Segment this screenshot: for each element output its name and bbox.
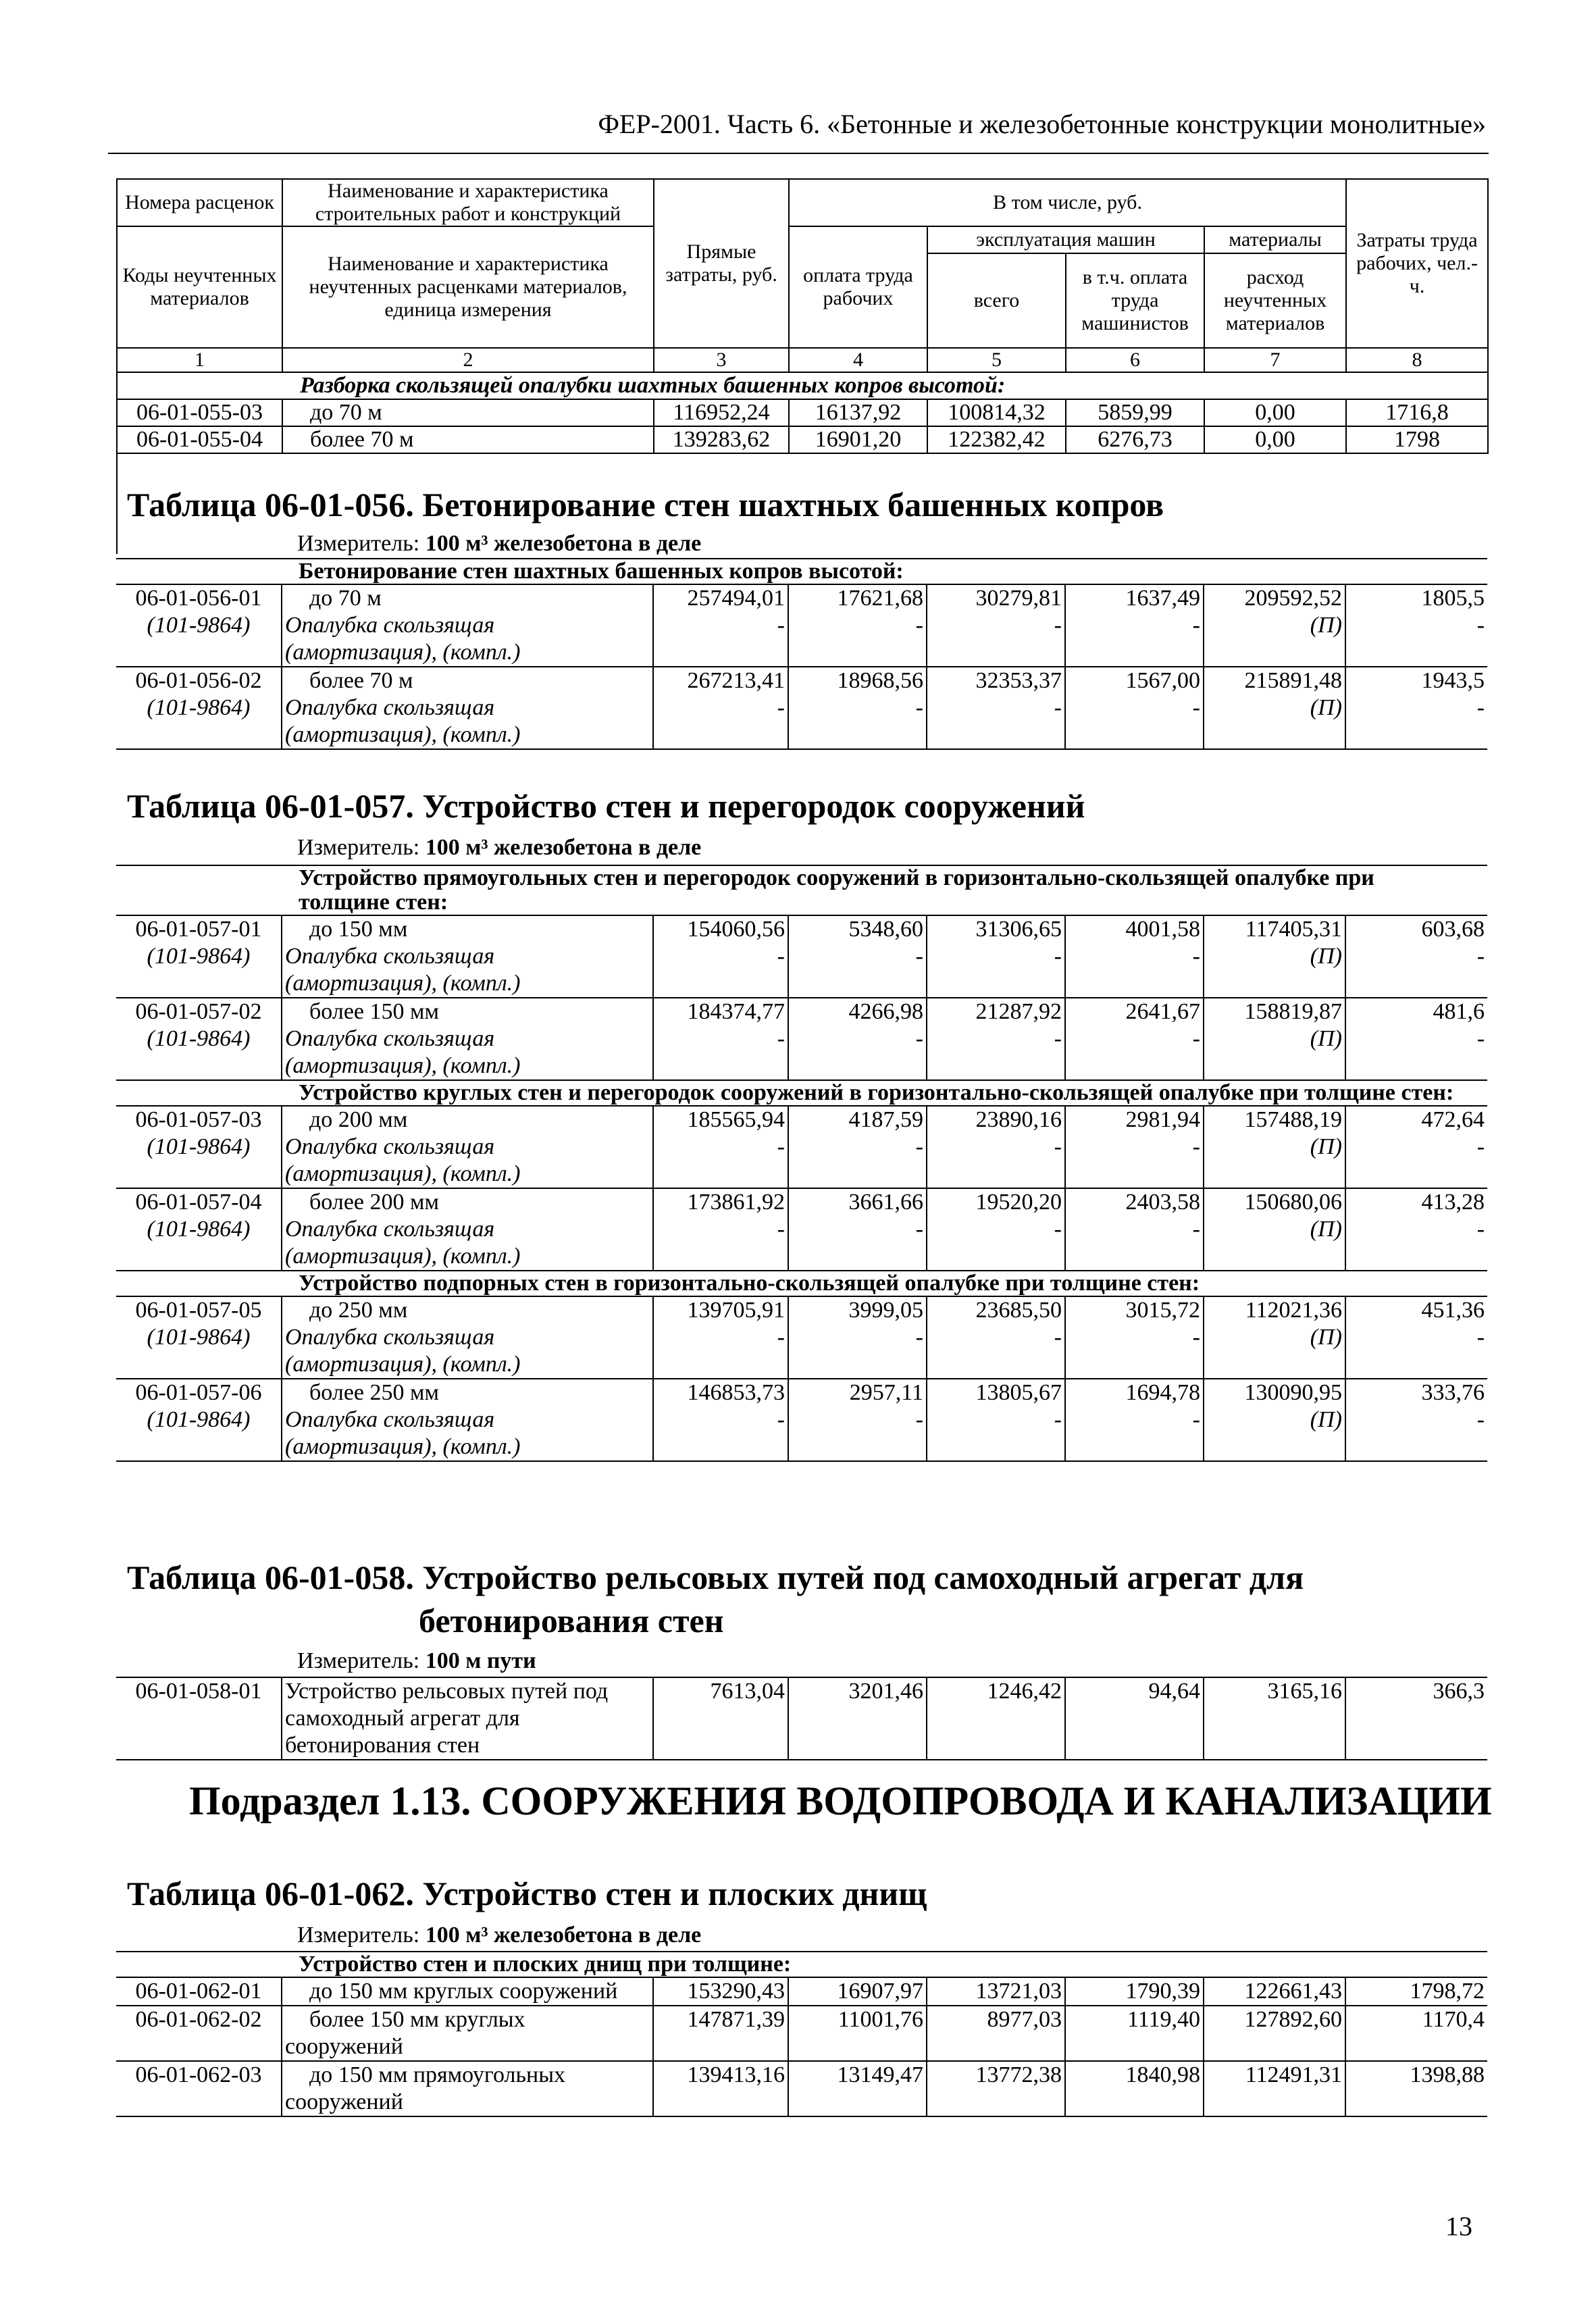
work-name: до 70 м — [282, 584, 653, 612]
page-header: ФЕР-2001. Часть 6. «Бетонные и железобетонные конструкции монолитные» — [598, 109, 1486, 139]
dash: - — [1065, 1324, 1204, 1379]
dash: - — [788, 694, 927, 749]
labor-wage: 16137,92 — [789, 399, 927, 426]
dash: - — [927, 943, 1065, 998]
t057-subheading-1: Устройство прямоугольных стен и перегородок сооружений в горизонтально-скользящей опалубке при толщине стен: — [116, 865, 1487, 915]
labor-wage: 5348,60 — [788, 915, 927, 943]
machine-total: 19520,20 — [927, 1188, 1065, 1216]
table-row — [116, 998, 1487, 1025]
materials-header: материалы — [1204, 226, 1346, 253]
rate-code: 06-01-062-02 — [116, 2006, 282, 2061]
material-code: (101-9864) — [116, 1134, 282, 1188]
material-consumption: (П) — [1204, 1134, 1345, 1188]
t057-table — [116, 865, 1487, 1462]
machine-total: 32353,37 — [927, 667, 1065, 694]
machinist-wage: 2641,67 — [1065, 998, 1204, 1025]
direct-cost: 154060,56 — [653, 915, 788, 943]
work-name: Устройство рельсовых путей под самоходный агрегат для бетонирования стен — [282, 1677, 653, 1760]
dash: - — [1345, 694, 1487, 749]
direct-cost: 139413,16 — [653, 2061, 788, 2116]
rate-code: 06-01-056-02 — [116, 667, 282, 694]
col-number: 1 — [117, 348, 282, 372]
dash: - — [1065, 694, 1204, 749]
material-consumption: (П) — [1204, 1324, 1345, 1379]
dash: - — [1476, 613, 1485, 638]
labor-wage: 3201,46 — [788, 1677, 927, 1760]
col1-header-bottom: Коды неучтенных материалов — [117, 226, 282, 348]
labor-hours: 1170,4 — [1345, 2006, 1487, 2061]
work-name: до 150 мм прямоугольных сооружений — [282, 2061, 653, 2116]
materials-cost: 0,00 — [1204, 399, 1346, 426]
labor-wage: 17621,68 — [788, 584, 927, 612]
machine-total: 23685,50 — [927, 1296, 1065, 1324]
material-row — [116, 1134, 1487, 1188]
col5-header: всего — [927, 253, 1066, 348]
direct-cost: 257494,01 — [653, 584, 788, 612]
machinist-wage: 5859,99 — [1066, 399, 1204, 426]
direct-cost: 139705,91 — [653, 1296, 788, 1324]
material-consumption: (П) — [1204, 612, 1345, 667]
materials-cost: 130090,95 — [1204, 1379, 1345, 1406]
labor-hours: 413,28 — [1345, 1188, 1487, 1216]
labor-hours: 1716,8 — [1346, 399, 1488, 426]
material-name: Опалубка скользящая (амортизация), (компл.) — [282, 1216, 653, 1271]
material-consumption: (П) — [1204, 1406, 1345, 1461]
meter-value: 100 м³ железобетона в деле — [425, 531, 702, 556]
col6-header: в т.ч. оплата труда машинистов — [1066, 253, 1204, 348]
materials-cost: 122661,43 — [1204, 1977, 1345, 2006]
machine-total: 23890,16 — [927, 1106, 1065, 1134]
dash: - — [653, 943, 788, 998]
table-row — [116, 584, 1487, 612]
col8-header: Затраты труда рабочих, чел.-ч. — [1346, 179, 1488, 348]
table-row — [116, 2061, 1487, 2116]
col7-header: расход неучтенных материалов — [1204, 253, 1346, 348]
rate-code: 06-01-057-05 — [116, 1296, 282, 1324]
labor-hours: 603,68 — [1421, 917, 1485, 942]
labor-hours: 333,76 — [1345, 1379, 1487, 1406]
machinist-wage: 1567,00 — [1065, 667, 1204, 694]
machine-total: 13805,67 — [927, 1379, 1065, 1406]
material-code: (101-9864) — [116, 1324, 282, 1379]
material-name: Опалубка скользящая (амортизация), (компл.) — [282, 943, 653, 998]
table-row — [116, 1977, 1487, 2006]
t058-table — [116, 1677, 1487, 1760]
table-row — [116, 2006, 1487, 2061]
material-name: Опалубка скользящая (амортизация), (компл.) — [282, 612, 653, 667]
labor-hours: 1798 — [1346, 426, 1488, 453]
dash: - — [1065, 1134, 1204, 1188]
t062-table — [116, 1951, 1487, 2117]
materials-cost: 158819,87 — [1204, 998, 1345, 1025]
materials-cost: 127892,60 — [1204, 2006, 1345, 2061]
machine-total: 8977,03 — [927, 2006, 1065, 2061]
material-row — [116, 1025, 1487, 1080]
material-row — [116, 943, 1487, 998]
dash: - — [1476, 944, 1485, 969]
materials-cost: 112021,36 — [1204, 1296, 1345, 1324]
col-number: 5 — [927, 348, 1066, 372]
labor-wage: 2957,11 — [788, 1379, 927, 1406]
dash: - — [653, 1406, 788, 1461]
dash: - — [653, 1324, 788, 1379]
dash: - — [927, 1025, 1065, 1080]
labor-wage: 3661,66 — [788, 1188, 927, 1216]
col-number: 4 — [789, 348, 927, 372]
machinist-wage: 2403,58 — [1065, 1188, 1204, 1216]
rate-code: 06-01-062-01 — [116, 1977, 282, 2006]
margin-rule — [116, 446, 118, 554]
t057-subheading-2: Устройство круглых стен и перегородок сооружений в горизонтально-скользящей опалубке при толщине стен: — [116, 1080, 1487, 1106]
exploit-header: эксплуатация машин — [927, 226, 1204, 253]
labor-wage: 16901,20 — [789, 426, 927, 453]
col4-header: оплата труда рабочих — [789, 226, 927, 348]
dash: - — [1065, 1216, 1204, 1271]
t062-meter — [297, 1923, 701, 1948]
machinist-wage: 94,64 — [1065, 1677, 1204, 1760]
labor-hours: 472,64 — [1421, 1107, 1485, 1132]
labor-hours: 1943,5 — [1345, 667, 1487, 694]
machine-total: 30279,81 — [927, 584, 1065, 612]
meter-value: 100 м³ железобетона в деле — [425, 1923, 702, 1948]
dash: - — [1476, 1325, 1485, 1350]
machine-total: 13772,38 — [927, 2061, 1065, 2116]
section-title: Подраздел 1.13. СООРУЖЕНИЯ ВОДОПРОВОДА И КАНАЛИЗАЦИИ — [189, 1779, 1492, 1823]
material-name: Опалубка скользящая (амортизация), (компл.) — [282, 1324, 653, 1379]
labor-hours: 1798,72 — [1345, 1977, 1487, 2006]
col2-header-bottom: Наименование и характеристика неучтенных расценками материалов, единица измерения — [282, 226, 654, 348]
direct-cost: 153290,43 — [653, 1977, 788, 2006]
dash: - — [1476, 1134, 1485, 1159]
materials-cost: 112491,31 — [1204, 2061, 1345, 2116]
machinist-wage: 1637,49 — [1065, 584, 1204, 612]
dash: - — [653, 1025, 788, 1080]
material-consumption: (П) — [1204, 1025, 1345, 1080]
material-row — [116, 612, 1487, 667]
meter-value: 100 м³ железобетона в деле — [425, 835, 702, 860]
direct-cost: 116952,24 — [654, 399, 789, 426]
rate-code: 06-01-055-04 — [117, 426, 282, 453]
work-name: более 150 мм круглых сооружений — [282, 2006, 653, 2061]
labor-wage: 18968,56 — [788, 667, 927, 694]
material-code: (101-9864) — [116, 694, 282, 749]
material-name: Опалубка скользящая (амортизация), (компл.) — [282, 1025, 653, 1080]
rate-code: 06-01-057-01 — [116, 915, 282, 943]
machinist-wage: 2981,94 — [1065, 1106, 1204, 1134]
material-row — [116, 1216, 1487, 1271]
direct-cost: 139283,62 — [654, 426, 789, 453]
direct-cost: 184374,77 — [653, 998, 788, 1025]
material-code: (101-9864) — [116, 943, 282, 998]
material-code: (101-9864) — [116, 1025, 282, 1080]
dash: - — [927, 694, 1065, 749]
material-row — [116, 694, 1487, 749]
header-rule — [108, 153, 1489, 154]
table-row — [116, 667, 1487, 694]
t058-title-cont: бетонирования стен — [419, 1602, 724, 1640]
material-row — [116, 1324, 1487, 1379]
dash: - — [653, 694, 788, 749]
meter-label: Измеритель: — [297, 1648, 420, 1673]
col3-header: Прямые затраты, руб. — [654, 179, 789, 348]
rate-code: 06-01-062-03 — [116, 2061, 282, 2116]
machine-total: 13721,03 — [927, 1977, 1065, 2006]
materials-cost: 215891,48 — [1204, 667, 1345, 694]
materials-cost: 157488,19 — [1204, 1106, 1345, 1134]
rate-code: 06-01-056-01 — [116, 584, 282, 612]
t057-title: Таблица 06-01-057. Устройство стен и перегородок сооружений — [127, 787, 1085, 825]
material-name: Опалубка скользящая (амортизация), (компл.) — [282, 694, 653, 749]
t057-meter — [297, 835, 701, 861]
table-row — [116, 1296, 1487, 1324]
t058-meter — [297, 1648, 536, 1674]
rate-code: 06-01-057-02 — [116, 998, 282, 1025]
table-row — [116, 1379, 1487, 1406]
machine-total: 122382,42 — [927, 426, 1066, 453]
meter-value: 100 м пути — [425, 1648, 536, 1673]
table-row — [117, 399, 1488, 426]
dash: - — [927, 1406, 1065, 1461]
labor-hours: 481,6 — [1345, 998, 1487, 1025]
table-row — [116, 1188, 1487, 1216]
machine-total: 21287,92 — [927, 998, 1065, 1025]
dash: - — [653, 1134, 788, 1188]
machinist-wage: 1694,78 — [1065, 1379, 1204, 1406]
work-name: до 250 мм — [282, 1296, 653, 1324]
labor-hours: 1805,5 — [1421, 586, 1485, 611]
col-number: 7 — [1204, 348, 1346, 372]
labor-wage: 3999,05 — [788, 1296, 927, 1324]
material-consumption: (П) — [1204, 943, 1345, 998]
material-consumption: (П) — [1204, 694, 1345, 749]
table-row — [117, 426, 1488, 453]
work-name: до 150 мм круглых сооружений — [282, 1977, 653, 2006]
table-row — [116, 915, 1487, 943]
col-number: 6 — [1066, 348, 1204, 372]
labor-wage: 11001,76 — [788, 2006, 927, 2061]
work-name: до 70 м — [282, 399, 654, 426]
dash: - — [1065, 1406, 1204, 1461]
machinist-wage: 1790,39 — [1065, 1977, 1204, 2006]
material-name: Опалубка скользящая (амортизация), (компл.) — [282, 1134, 653, 1188]
dash: - — [1065, 1025, 1204, 1080]
work-name: более 250 мм — [282, 1379, 653, 1406]
dash: - — [788, 943, 927, 998]
rate-code: 06-01-058-01 — [116, 1677, 282, 1760]
materials-cost: 3165,16 — [1204, 1677, 1345, 1760]
dash: - — [1476, 1217, 1485, 1242]
machinist-wage: 1119,40 — [1065, 2006, 1204, 2061]
material-code: (101-9864) — [116, 1406, 282, 1461]
t056-meter — [297, 531, 701, 557]
labor-wage: 4266,98 — [788, 998, 927, 1025]
dash: - — [927, 1216, 1065, 1271]
direct-cost: 7613,04 — [653, 1677, 788, 1760]
machinist-wage: 6276,73 — [1066, 426, 1204, 453]
rate-code: 06-01-055-03 — [117, 399, 282, 426]
materials-cost: 0,00 — [1204, 426, 1346, 453]
t062-title: Таблица 06-01-062. Устройство стен и плоских днищ — [127, 1875, 927, 1912]
labor-wage: 13149,47 — [788, 2061, 927, 2116]
dash: - — [653, 612, 788, 667]
direct-cost: 146853,73 — [653, 1379, 788, 1406]
material-code: (101-9864) — [116, 612, 282, 667]
table-row — [116, 1106, 1487, 1134]
t056-table — [116, 558, 1487, 750]
materials-cost: 209592,52 — [1204, 584, 1345, 612]
labor-wage: 4187,59 — [788, 1106, 927, 1134]
labor-wage: 16907,97 — [788, 1977, 927, 2006]
work-name: до 200 мм — [282, 1106, 653, 1134]
dash: - — [653, 1216, 788, 1271]
work-name: более 70 м — [282, 426, 654, 453]
group-header: В том числе, руб. — [789, 179, 1346, 226]
work-name: более 200 мм — [282, 1188, 653, 1216]
dash: - — [1065, 612, 1204, 667]
dash: - — [1476, 1026, 1485, 1051]
dash: - — [788, 1025, 927, 1080]
col-number: 8 — [1346, 348, 1488, 372]
direct-cost: 267213,41 — [653, 667, 788, 694]
machine-total: 100814,32 — [927, 399, 1066, 426]
rate-code: 06-01-057-03 — [116, 1106, 282, 1134]
t058-title: Таблица 06-01-058. Устройство рельсовых путей под самоходный агрегат для — [127, 1558, 1304, 1596]
machinist-wage: 4001,58 — [1065, 915, 1204, 943]
work-name: более 150 мм — [282, 998, 653, 1025]
col1-header-top: Номера расценок — [117, 179, 282, 226]
dash: - — [788, 612, 927, 667]
dash: - — [927, 1134, 1065, 1188]
material-row — [116, 1406, 1487, 1461]
t056-subheading: Бетонирование стен шахтных башенных копров высотой: — [116, 559, 1487, 584]
materials-cost: 117405,31 — [1204, 915, 1345, 943]
labor-hours: 366,3 — [1345, 1677, 1487, 1760]
col2-header-top: Наименование и характеристика строительных работ и конструкций — [282, 179, 654, 226]
direct-cost: 185565,94 — [653, 1106, 788, 1134]
machinist-wage: 1840,98 — [1065, 2061, 1204, 2116]
t057-subheading-3: Устройство подпорных стен в горизонтально-скользящей опалубке при толщине стен: — [116, 1271, 1487, 1296]
materials-cost: 150680,06 — [1204, 1188, 1345, 1216]
machine-total: 1246,42 — [927, 1677, 1065, 1760]
rate-code: 06-01-057-04 — [116, 1188, 282, 1216]
direct-cost: 173861,92 — [653, 1188, 788, 1216]
meter-label: Измеритель: — [297, 835, 420, 860]
dash: - — [788, 1406, 927, 1461]
work-name: до 150 мм — [282, 915, 653, 943]
dash: - — [788, 1134, 927, 1188]
material-code: (101-9864) — [116, 1216, 282, 1271]
header-table — [116, 178, 1489, 454]
t055-subheading: Разборка скользящей опалубки шахтных башенных копров высотой: — [117, 372, 1488, 399]
table-row — [116, 1677, 1487, 1760]
dash: - — [927, 612, 1065, 667]
col-number: 2 — [282, 348, 654, 372]
dash: - — [927, 1324, 1065, 1379]
t062-subheading: Устройство стен и плоских днищ при толщине: — [116, 1952, 1487, 1977]
machinist-wage: 3015,72 — [1065, 1296, 1204, 1324]
meter-label: Измеритель: — [297, 531, 420, 556]
col-number: 3 — [654, 348, 789, 372]
meter-label: Измеритель: — [297, 1923, 420, 1948]
dash: - — [1345, 1406, 1487, 1461]
direct-cost: 147871,39 — [653, 2006, 788, 2061]
page-number: 13 — [1445, 2211, 1472, 2241]
t056-title: Таблица 06-01-056. Бетонирование стен шахтных башенных копров — [127, 486, 1164, 524]
material-name: Опалубка скользящая (амортизация), (компл.) — [282, 1406, 653, 1461]
labor-hours: 451,36 — [1421, 1298, 1485, 1323]
work-name: более 70 м — [282, 667, 653, 694]
dash: - — [1065, 943, 1204, 998]
labor-hours: 1398,88 — [1345, 2061, 1487, 2116]
material-consumption: (П) — [1204, 1216, 1345, 1271]
rate-code: 06-01-057-06 — [116, 1379, 282, 1406]
dash: - — [788, 1324, 927, 1379]
machine-total: 31306,65 — [927, 915, 1065, 943]
dash: - — [788, 1216, 927, 1271]
